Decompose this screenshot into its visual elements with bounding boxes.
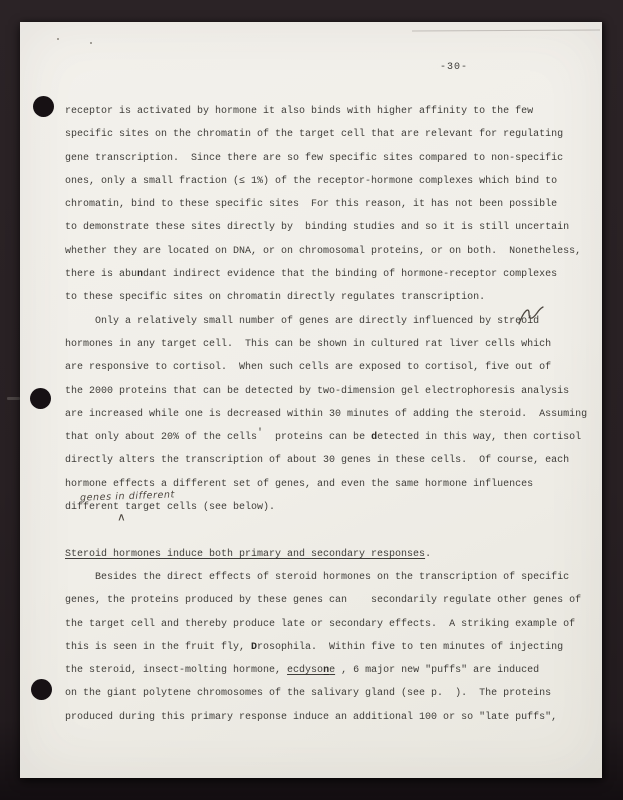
paper-speck — [90, 42, 92, 44]
text-line: gene transcription. Since there are so few specific sites compared to non-specific — [65, 152, 564, 164]
text-line: that only about 20% of the cells' proteins can be detected in this way, then cortisol — [65, 428, 582, 444]
text-line — [65, 519, 597, 542]
text-line: this is seen in the fruit fly, Drosophila. Within five to ten minutes of injecting — [65, 641, 564, 653]
text-line: to demonstrate these sites directly by binding studies and so it is still uncertain — [65, 222, 570, 234]
text-line: different target cells (see below). — [65, 502, 276, 514]
text-line: on the giant polytene chromosomes of the salivary gland (see p. ). The proteins — [65, 688, 552, 700]
text-line: are increased while one is decreased within 30 minutes of adding the steroid. Assuming — [65, 408, 588, 420]
text-line: are responsive to cortisol. When such cells are exposed to cortisol, five out of — [65, 362, 552, 374]
text-line: directly alters the transcription of about 30 genes in these cells. Of course, each — [65, 455, 570, 467]
text-line: the steroid, insect-molting hormone, ecdysone , 6 major new "puffs" are induced — [65, 665, 540, 677]
punch-hole-icon — [31, 679, 52, 700]
page-number: -30- — [440, 62, 469, 73]
text-line: Only a relatively small number of genes are directly influenced by streoid — [65, 315, 540, 327]
text-line: produced during this primary response induce an additional 100 or so "late puffs", — [65, 711, 558, 723]
handwritten-insertion: genes in different — [79, 489, 176, 504]
paper-speck — [57, 38, 59, 40]
text-line: whether they are located on DNA, or on chromosomal proteins, or on both. Nonetheless, — [65, 245, 582, 257]
text-line: ones, only a small fraction (≤ 1%) of the receptor-hormone complexes which bind to — [65, 175, 558, 187]
text-line: Steroid hormones induce both primary and secondary responses. — [65, 548, 432, 560]
page-crease — [412, 30, 600, 32]
caret-mark: ∧ — [117, 510, 126, 524]
punch-hole-icon — [30, 388, 51, 409]
mat-scratch-mark — [7, 397, 20, 400]
text-line: hormones in any target cell. This can be shown in cultured rat liver cells which — [65, 338, 552, 350]
text-line: chromatin, bind to these specific sites For this reason, it has not been possible — [65, 199, 558, 211]
punch-hole-icon — [33, 96, 54, 117]
text-line: the 2000 proteins that can be detected by two-dimension gel electrophoresis analysis — [65, 385, 570, 397]
text-line: Besides the direct effects of steroid hormones on the transcription of specific — [65, 571, 570, 583]
document-page — [20, 22, 602, 778]
text-line: genes, the proteins produced by these genes can secondarily regulate other genes of — [65, 595, 582, 607]
typewritten-text — [65, 100, 597, 729]
text-line: the target cell and thereby produce late or secondary effects. A striking example of — [65, 618, 576, 630]
transposition-mark-icon — [517, 305, 545, 327]
text-line: receptor is activated by hormone it also binds with higher affinity to the few — [65, 106, 534, 117]
text-line: specific sites on the chromatin of the target cell that are relevant for regulating — [65, 129, 564, 141]
text-line: to these specific sites on chromatin directly regulates transcription. — [65, 292, 486, 304]
text-line: hormone effects a different set of genes, and even the same hormone influences — [65, 478, 534, 490]
text-line: there is abundant indirect evidence that the binding of hormone-receptor complexes — [65, 269, 558, 281]
